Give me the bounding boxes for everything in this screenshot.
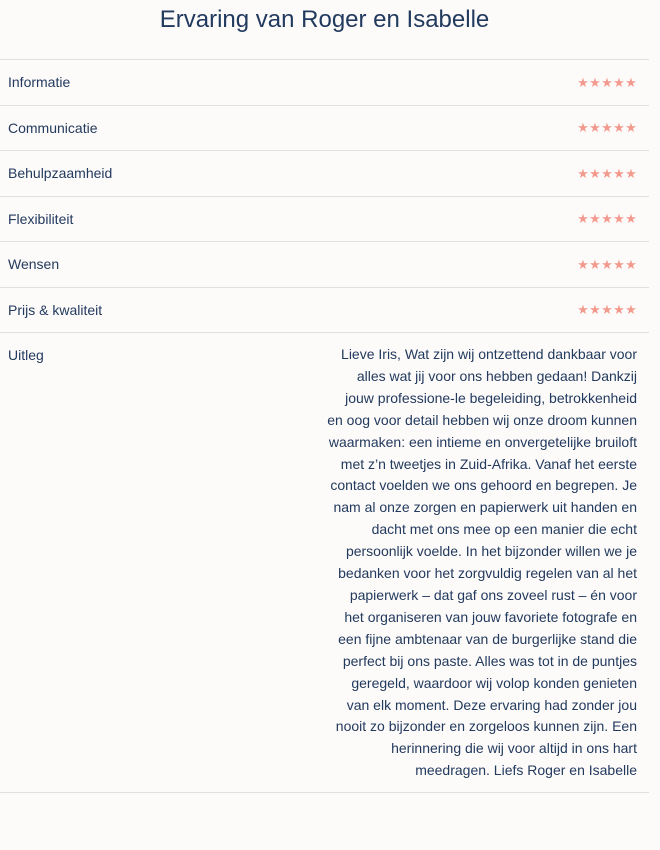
star-icon: ★ [589, 211, 601, 227]
rating-list [0, 59, 649, 793]
star-icon: ★ [577, 165, 589, 181]
rating-row-prijs-kwaliteit [0, 288, 649, 334]
star-icon: ★ [577, 74, 589, 90]
star-icon: ★ [613, 120, 625, 136]
rating-row-wensen [0, 242, 649, 288]
star-icon: ★ [577, 211, 589, 227]
star-icon: ★ [625, 74, 637, 90]
star-icon: ★ [601, 302, 613, 318]
explanation-text: Lieve Iris, Wat zijn wij ontzettend dankbaar voor alles wat jij voor ons hebben gedaan! Dankzij jouw professione-le begeleiding, betrokkenheid en oog voor detail hebben wij onze droom kunnen waarmaken: een intieme en onvergetelijke bruiloft met z’n tweetjes in Zuid-Afrika. Vanaf het eerste contact voelden we ons gehoord en begrepen. Je nam al onze zorgen en papierwerk uit handen en dacht met ons mee op een manier die echt persoonlijk voelde. In het bijzonder willen we je bedanken voor het zorgvuldig regelen van al het papierwerk – dat gaf ons zoveel rust – én voor het organiseren van jouw favoriete fotografe en een fijne ambtenaar van de burgerlijke stand die perfect bij ons paste. Alles was tot in de puntjes geregeld, waardoor wij volop konden genieten van elk moment. Deze ervaring had zonder jou nooit zo bijzonder en zorgeloos kunnen zijn. Een herinnering die wij voor altijd in ons hart meedragen. Liefs Roger en Isabelle [327, 346, 637, 779]
star-icon: ★ [625, 211, 637, 227]
star-icon: ★ [625, 165, 637, 181]
star-icon: ★ [589, 165, 601, 181]
star-icon: ★ [601, 74, 613, 90]
rating-row-informatie [0, 60, 649, 106]
page-title: Ervaring van Roger en Isabelle [159, 6, 490, 33]
rating-row-flexibiliteit [0, 197, 649, 243]
star-icon: ★ [613, 256, 625, 272]
star-rating [577, 258, 637, 271]
star-icon: ★ [589, 256, 601, 272]
star-icon: ★ [589, 302, 601, 318]
star-icon: ★ [577, 120, 589, 136]
star-icon: ★ [625, 256, 637, 272]
explanation-label: Uitleg [8, 347, 44, 363]
rating-label: Wensen [8, 256, 60, 273]
rating-label: Communicatie [8, 119, 98, 136]
star-icon: ★ [613, 211, 625, 227]
star-icon: ★ [613, 74, 625, 90]
star-rating [577, 212, 637, 225]
rating-label: Prijs & kwaliteit [8, 301, 103, 318]
star-icon: ★ [625, 302, 637, 318]
star-icon: ★ [601, 256, 613, 272]
star-rating [577, 167, 637, 180]
rating-row-communicatie [0, 106, 649, 152]
star-icon: ★ [601, 120, 613, 136]
rating-label: Flexibiliteit [8, 210, 74, 227]
star-icon: ★ [577, 302, 589, 318]
star-icon: ★ [613, 165, 625, 181]
star-icon: ★ [613, 302, 625, 318]
star-icon: ★ [589, 120, 601, 136]
star-icon: ★ [577, 256, 589, 272]
rating-label: Informatie [8, 74, 71, 91]
star-icon: ★ [625, 120, 637, 136]
star-rating [577, 303, 637, 316]
star-rating [577, 121, 637, 134]
star-icon: ★ [589, 74, 601, 90]
rating-label: Behulpzaamheid [8, 165, 113, 182]
star-icon: ★ [601, 211, 613, 227]
rating-row-behulpzaamheid [0, 151, 649, 197]
star-icon: ★ [601, 165, 613, 181]
star-rating [577, 76, 637, 89]
explanation-row [0, 333, 649, 793]
